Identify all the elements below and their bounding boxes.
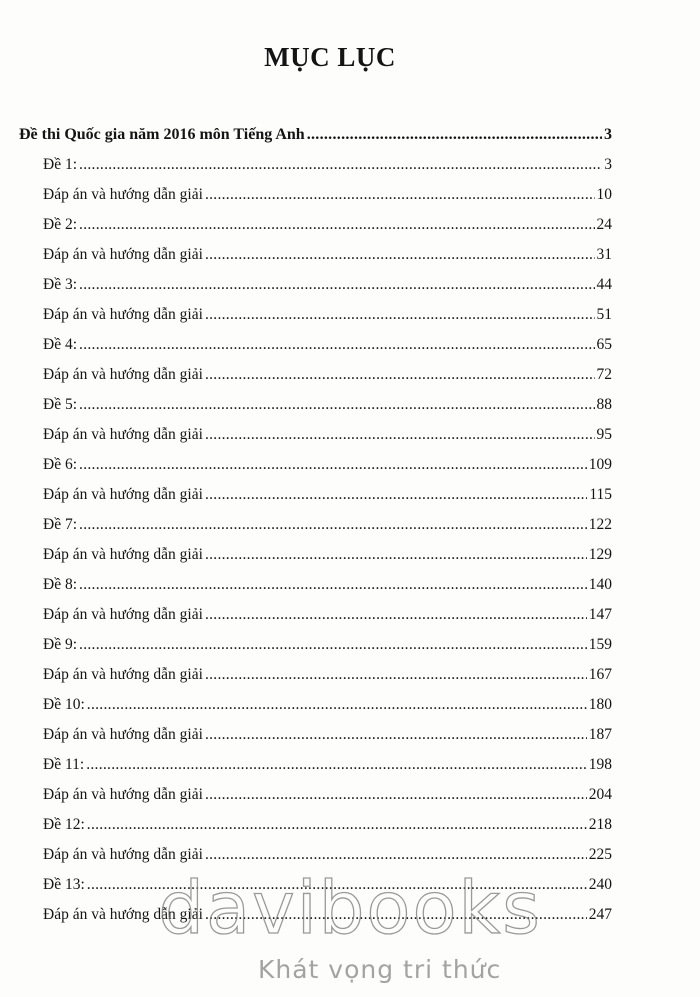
toc-entry-page: 122 — [588, 516, 612, 533]
dot-leader — [205, 780, 587, 810]
dot-leader — [205, 600, 587, 630]
dot-leader — [205, 180, 595, 210]
dot-leader — [307, 120, 602, 150]
toc-entry-label: Đáp án và hướng dẫn giải — [43, 666, 203, 683]
toc-entry-page: 115 — [589, 486, 612, 503]
toc-entry-page: 159 — [588, 636, 612, 653]
dot-leader — [205, 540, 587, 570]
toc-entry[interactable] — [19, 630, 612, 660]
dot-leader — [205, 360, 595, 390]
toc-entry-page: 72 — [596, 366, 612, 383]
toc-entry[interactable] — [19, 360, 612, 390]
toc-entry-label: Đáp án và hướng dẫn giải — [43, 546, 203, 563]
toc-entry-label: Đáp án và hướng dẫn giải — [43, 186, 203, 203]
dot-leader — [205, 240, 595, 270]
toc-chapter[interactable] — [19, 120, 612, 150]
toc-entry[interactable] — [19, 390, 612, 420]
dot-leader — [87, 690, 587, 720]
toc-entry-label: Đề 2: — [43, 216, 78, 233]
toc-entry-page: 129 — [588, 546, 612, 563]
toc-entry-label: Đề 7: — [43, 516, 78, 533]
toc-entry-page: 198 — [588, 756, 612, 773]
toc-entry-page: 10 — [596, 186, 612, 203]
toc-entry-page: 109 — [588, 456, 612, 473]
toc-entry[interactable] — [19, 720, 612, 750]
toc-entry[interactable] — [19, 480, 612, 510]
toc-entry[interactable] — [19, 420, 612, 450]
toc-entry-label: Đề 4: — [43, 336, 78, 353]
toc-entry-label: Đề 5: — [43, 396, 78, 413]
toc-entry[interactable] — [19, 600, 612, 630]
toc-entry-page: 88 — [596, 396, 612, 413]
toc-entry-page: 247 — [588, 906, 612, 923]
toc-entry-page: 187 — [588, 726, 612, 743]
dot-leader — [205, 720, 587, 750]
dot-leader — [79, 270, 594, 300]
toc-entry[interactable] — [19, 810, 612, 840]
toc-entry-page: 147 — [588, 606, 612, 623]
toc-entry-label: Đáp án và hướng dẫn giải — [43, 846, 203, 863]
toc-entry-label: Đáp án và hướng dẫn giải — [43, 306, 203, 323]
toc-entry[interactable] — [19, 210, 612, 240]
toc-entry-label: Đáp án và hướng dẫn giải — [43, 786, 203, 803]
toc-entry[interactable] — [19, 540, 612, 570]
dot-leader — [205, 480, 587, 510]
toc-entry-label: Đáp án và hướng dẫn giải — [43, 726, 203, 743]
toc-entry[interactable] — [19, 510, 612, 540]
watermark-brand: davibooks — [158, 866, 542, 950]
toc-entry-label: Đề 6: — [43, 456, 78, 473]
toc-entry-page: 180 — [588, 696, 612, 713]
toc-entry-label: Đề 12: — [43, 816, 85, 833]
toc-entry-page: 65 — [596, 336, 612, 353]
toc-entry[interactable] — [19, 570, 612, 600]
toc-entry-page: 51 — [596, 306, 612, 323]
toc-entry-label: Đề 13: — [43, 876, 85, 893]
toc-entry[interactable] — [19, 180, 612, 210]
toc-entry-page: 95 — [596, 426, 612, 443]
dot-leader — [79, 210, 594, 240]
table-of-contents — [19, 120, 612, 930]
toc-entry[interactable] — [19, 330, 612, 360]
toc-entry-label: Đề 1: — [43, 156, 78, 173]
dot-leader — [79, 450, 587, 480]
toc-entry[interactable] — [19, 780, 612, 810]
toc-entry[interactable] — [19, 150, 612, 180]
toc-entry-page: 218 — [588, 816, 612, 833]
toc-entry[interactable] — [19, 300, 612, 330]
dot-leader — [79, 510, 587, 540]
toc-entry[interactable] — [19, 660, 612, 690]
toc-entry-page: 3 — [604, 156, 612, 173]
toc-entry-page: 140 — [588, 576, 612, 593]
toc-entry[interactable] — [19, 750, 612, 780]
toc-entry-label: Đề 10: — [43, 696, 85, 713]
toc-entry-label: Đáp án và hướng dẫn giải — [43, 426, 203, 443]
dot-leader — [205, 660, 587, 690]
toc-entry-label: Đáp án và hướng dẫn giải — [43, 246, 203, 263]
toc-entry[interactable] — [19, 240, 612, 270]
toc-entry-label: Đáp án và hướng dẫn giải — [43, 366, 203, 383]
dot-leader — [205, 420, 595, 450]
toc-entry[interactable] — [19, 690, 612, 720]
dot-leader — [79, 330, 594, 360]
toc-entry[interactable] — [19, 270, 612, 300]
toc-entry-page: 204 — [588, 786, 612, 803]
dot-leader — [79, 570, 587, 600]
toc-entry-label: Đáp án và hướng dẫn giải — [43, 606, 203, 623]
toc-entry-label: Đề 8: — [43, 576, 78, 593]
toc-entry-label: Đề 9: — [43, 636, 78, 653]
toc-chapter-label: Đề thi Quốc gia năm 2016 môn Tiếng Anh — [19, 126, 305, 143]
toc-entry-label: Đáp án và hướng dẫn giải — [43, 486, 203, 503]
toc-entry-page: 240 — [588, 876, 612, 893]
toc-entry[interactable] — [19, 450, 612, 480]
toc-entry-label: Đề 11: — [43, 756, 85, 773]
toc-entry-page: 31 — [596, 246, 612, 263]
dot-leader — [79, 390, 594, 420]
toc-entry-label: Đáp án và hướng dẫn giải — [43, 906, 203, 923]
dot-leader — [79, 150, 602, 180]
dot-leader — [87, 810, 587, 840]
toc-entry-page: 225 — [588, 846, 612, 863]
toc-entry-page: 167 — [588, 666, 612, 683]
dot-leader — [86, 750, 587, 780]
toc-entry-label: Đề 3: — [43, 276, 78, 293]
toc-entry-page: 44 — [596, 276, 612, 293]
toc-entry-page: 24 — [596, 216, 612, 233]
watermark-tagline: Khát vọng tri thức — [258, 955, 502, 984]
toc-chapter-page: 3 — [604, 126, 612, 143]
dot-leader — [79, 630, 587, 660]
page-title: MỤC LỤC — [264, 42, 396, 72]
dot-leader — [205, 300, 595, 330]
